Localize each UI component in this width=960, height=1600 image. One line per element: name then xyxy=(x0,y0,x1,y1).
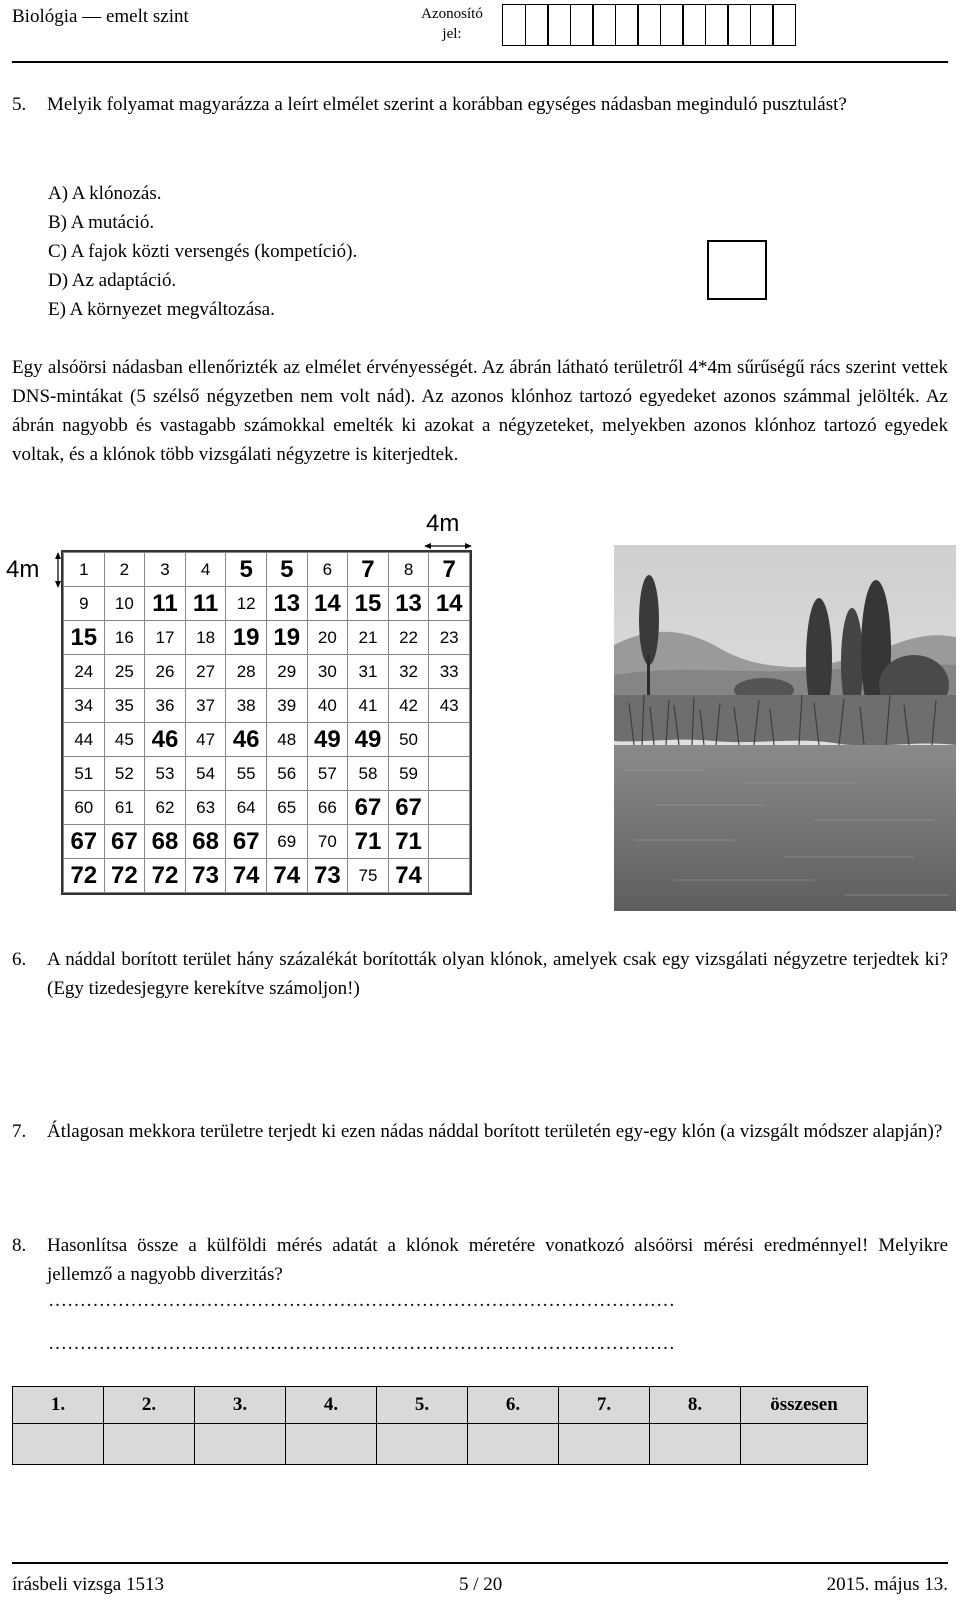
id-label-line2: jel: xyxy=(442,26,462,42)
grid-cell xyxy=(429,791,470,825)
grid-cell: 38 xyxy=(226,689,267,723)
footer-date: 2015. május 13. xyxy=(826,1574,948,1595)
option-d: D) Az adaptáció. xyxy=(48,270,177,291)
grid-cell: 10 xyxy=(104,587,145,621)
score-header-cell: 7. xyxy=(559,1387,650,1424)
grid-cell: 52 xyxy=(104,757,145,791)
clone-grid-figure xyxy=(0,510,470,910)
header-divider xyxy=(12,61,948,63)
grid-cell: 19 xyxy=(226,621,267,655)
grid-cell: 1 xyxy=(64,553,105,587)
question-5-number: 5. xyxy=(12,94,27,115)
score-entry-cell[interactable] xyxy=(741,1424,868,1465)
id-box[interactable] xyxy=(772,4,796,46)
question-5-answer-box[interactable] xyxy=(707,240,767,300)
grid-cell: 2 xyxy=(104,553,145,587)
id-boxes[interactable] xyxy=(502,4,795,46)
grid-cell: 59 xyxy=(388,757,429,791)
grid-cell xyxy=(429,825,470,859)
grid-cell: 39 xyxy=(266,689,307,723)
question-5 xyxy=(12,90,948,119)
grid-cell: 65 xyxy=(266,791,307,825)
grid-cell: 57 xyxy=(307,757,348,791)
grid-cell: 28 xyxy=(226,655,267,689)
id-box[interactable] xyxy=(615,4,639,46)
grid-cell: 60 xyxy=(64,791,105,825)
grid-cell: 74 xyxy=(388,859,429,893)
grid-row xyxy=(64,655,470,689)
grid-cell: 43 xyxy=(429,689,470,723)
grid-cell: 41 xyxy=(348,689,389,723)
grid-cell: 12 xyxy=(226,587,267,621)
id-box[interactable] xyxy=(592,4,616,46)
score-entry-cell[interactable] xyxy=(468,1424,559,1465)
id-box[interactable] xyxy=(547,4,571,46)
grid-cell xyxy=(429,859,470,893)
grid-cell: 9 xyxy=(64,587,105,621)
grid-cell xyxy=(429,723,470,757)
grid-cell: 63 xyxy=(185,791,226,825)
question-7-text: Átlagosan mekkora területre terjedt ki ezen nádas náddal borított területén egy-egy klón (a vizsgált módszer alapján)? xyxy=(47,1121,943,1142)
footer-divider xyxy=(12,1562,948,1564)
score-entry-row xyxy=(13,1424,868,1465)
grid-cell: 11 xyxy=(145,587,186,621)
grid-cell: 5 xyxy=(266,553,307,587)
grid-cell: 27 xyxy=(185,655,226,689)
grid-cell: 72 xyxy=(145,859,186,893)
intro-paragraph: Egy alsóörsi nádasban ellenőrizték az elmélet érvényességét. Az ábrán látható területről 4*4m sűrűségű rács szerint vettek DNS-mintákat (5 szélső négyzetben nem volt nád). Az azonos klónhoz tartozó egyedeket azonos számmal jelölték. Az ábrán nagyobb és vastagabb számokkal emelték ki azokat a négyzeteket, melyekben azonos klónhoz tartozó egyedek voltak, és a klónok több vizsgálati négyzetre is kiterjedtek. xyxy=(12,357,948,465)
id-label xyxy=(412,4,492,44)
clone-grid xyxy=(63,552,470,893)
option-a: A) A klónozás. xyxy=(48,183,162,204)
id-box[interactable] xyxy=(705,4,729,46)
question-8 xyxy=(12,1231,948,1289)
grid-cell: 70 xyxy=(307,825,348,859)
grid-cell: 14 xyxy=(307,587,348,621)
grid-cell: 15 xyxy=(64,621,105,655)
question-6-text: A náddal borított terület hány százalékát borították olyan klónok, amelyek csak egy vizsgálati négyzetre terjedtek ki? (Egy tizedesjegyre kerekítve számoljon!) xyxy=(47,949,948,999)
grid-cell: 11 xyxy=(185,587,226,621)
grid-cell: 68 xyxy=(145,825,186,859)
id-box[interactable] xyxy=(750,4,774,46)
grid-cell: 54 xyxy=(185,757,226,791)
id-label-line1: Azonosító xyxy=(421,6,483,22)
grid-cell: 33 xyxy=(429,655,470,689)
grid-cell: 55 xyxy=(226,757,267,791)
footer-page-number: 5 / 20 xyxy=(459,1574,503,1595)
grid-cell: 20 xyxy=(307,621,348,655)
id-box[interactable] xyxy=(502,4,526,46)
grid-cell: 13 xyxy=(266,587,307,621)
score-table xyxy=(12,1386,868,1465)
grid-cell: 47 xyxy=(185,723,226,757)
grid-cell: 24 xyxy=(64,655,105,689)
grid-cell: 15 xyxy=(348,587,389,621)
score-header-cell: 3. xyxy=(195,1387,286,1424)
grid-cell: 26 xyxy=(145,655,186,689)
grid-cell: 32 xyxy=(388,655,429,689)
grid-cell: 46 xyxy=(145,723,186,757)
grid-cell: 68 xyxy=(185,825,226,859)
grid-cell: 67 xyxy=(104,825,145,859)
grid-cell: 53 xyxy=(145,757,186,791)
grid-cell: 8 xyxy=(388,553,429,587)
id-box[interactable] xyxy=(637,4,661,46)
grid-cell xyxy=(429,757,470,791)
question-6-number: 6. xyxy=(12,949,27,970)
grid-cell: 5 xyxy=(226,553,267,587)
grid-cell: 74 xyxy=(266,859,307,893)
grid-cell: 17 xyxy=(145,621,186,655)
question-5-text: Melyik folyamat magyarázza a leírt elmélet szerint a korábban egységes nádasban meginduló pusztulást? xyxy=(47,94,847,115)
page-header-title: Biológia — emelt szint xyxy=(12,6,189,27)
grid-cell: 56 xyxy=(266,757,307,791)
grid-cell: 74 xyxy=(226,859,267,893)
grid-cell: 46 xyxy=(226,723,267,757)
grid-cell: 22 xyxy=(388,621,429,655)
grid-cell: 40 xyxy=(307,689,348,723)
grid-row xyxy=(64,689,470,723)
score-header-cell: 8. xyxy=(650,1387,741,1424)
option-e: E) A környezet megváltozása. xyxy=(48,299,275,320)
score-header-row xyxy=(13,1387,868,1424)
double-arrow-horizontal-icon xyxy=(424,540,472,552)
score-entry-cell[interactable] xyxy=(195,1424,286,1465)
grid-row xyxy=(64,621,470,655)
grid-cell: 6 xyxy=(307,553,348,587)
grid-cell: 72 xyxy=(104,859,145,893)
grid-cell: 16 xyxy=(104,621,145,655)
footer-exam-code: írásbeli vizsga 1513 xyxy=(12,1574,164,1595)
id-box[interactable] xyxy=(525,4,549,46)
reed-bed-photo xyxy=(614,545,956,911)
grid-cell: 36 xyxy=(145,689,186,723)
grid-cell: 73 xyxy=(185,859,226,893)
grid-cell: 37 xyxy=(185,689,226,723)
grid-cell: 35 xyxy=(104,689,145,723)
id-box[interactable] xyxy=(682,4,706,46)
grid-row xyxy=(64,587,470,621)
grid-cell: 49 xyxy=(307,723,348,757)
grid-cell: 14 xyxy=(429,587,470,621)
grid-cell: 34 xyxy=(64,689,105,723)
grid-row xyxy=(64,723,470,757)
grid-cell: 66 xyxy=(307,791,348,825)
grid-cell: 23 xyxy=(429,621,470,655)
grid-cell: 18 xyxy=(185,621,226,655)
grid-cell: 31 xyxy=(348,655,389,689)
grid-cell: 69 xyxy=(266,825,307,859)
grid-row xyxy=(64,553,470,587)
question-7 xyxy=(12,1117,948,1146)
grid-cell: 62 xyxy=(145,791,186,825)
score-header-cell: 4. xyxy=(286,1387,377,1424)
grid-cell: 45 xyxy=(104,723,145,757)
score-entry-cell[interactable] xyxy=(13,1424,104,1465)
grid-cell: 13 xyxy=(388,587,429,621)
grid-cell: 42 xyxy=(388,689,429,723)
score-header-cell: 5. xyxy=(377,1387,468,1424)
answer-line-1[interactable]: ……………………………………………………………………………………… xyxy=(48,1290,675,1311)
grid-cell: 30 xyxy=(307,655,348,689)
score-entry-cell[interactable] xyxy=(104,1424,195,1465)
grid-cell: 67 xyxy=(388,791,429,825)
grid-cell: 67 xyxy=(64,825,105,859)
score-header-cell: 6. xyxy=(468,1387,559,1424)
option-b: B) A mutáció. xyxy=(48,212,155,233)
grid-cell: 67 xyxy=(348,791,389,825)
grid-cell: 64 xyxy=(226,791,267,825)
grid-cell: 19 xyxy=(266,621,307,655)
question-8-number: 8. xyxy=(12,1235,27,1256)
grid-cell: 73 xyxy=(307,859,348,893)
grid-cell: 49 xyxy=(348,723,389,757)
grid-label-top: 4m xyxy=(426,510,460,537)
id-box[interactable] xyxy=(727,4,751,46)
score-header-cell: 1. xyxy=(13,1387,104,1424)
grid-cell: 7 xyxy=(429,553,470,587)
grid-cell: 48 xyxy=(266,723,307,757)
score-entry-cell[interactable] xyxy=(559,1424,650,1465)
grid-cell: 71 xyxy=(388,825,429,859)
grid-cell: 72 xyxy=(64,859,105,893)
grid-cell: 29 xyxy=(266,655,307,689)
grid-cell: 21 xyxy=(348,621,389,655)
grid-cell: 61 xyxy=(104,791,145,825)
question-6 xyxy=(12,945,948,1003)
grid-cell: 75 xyxy=(348,859,389,893)
grid-cell: 4 xyxy=(185,553,226,587)
question-7-number: 7. xyxy=(12,1121,27,1142)
grid-row xyxy=(64,859,470,893)
grid-row xyxy=(64,757,470,791)
score-entry-cell[interactable] xyxy=(377,1424,468,1465)
score-entry-cell[interactable] xyxy=(650,1424,741,1465)
grid-label-left: 4m xyxy=(6,556,40,583)
grid-cell: 7 xyxy=(348,553,389,587)
question-5-options xyxy=(48,179,357,324)
grid-row xyxy=(64,791,470,825)
question-8-text: Hasonlítsa össze a külföldi mérés adatát a klónok méretére vonatkozó alsóörsi mérési eredménnyel! Melyikre jellemző a nagyobb diverzitás? xyxy=(47,1235,948,1285)
id-box[interactable] xyxy=(660,4,684,46)
grid-cell: 71 xyxy=(348,825,389,859)
score-header-cell: összesen xyxy=(741,1387,868,1424)
grid-cell: 44 xyxy=(64,723,105,757)
grid-cell: 25 xyxy=(104,655,145,689)
score-entry-cell[interactable] xyxy=(286,1424,377,1465)
grid-cell: 3 xyxy=(145,553,186,587)
score-header-cell: 2. xyxy=(104,1387,195,1424)
grid-cell: 58 xyxy=(348,757,389,791)
grid-cell: 51 xyxy=(64,757,105,791)
id-box[interactable] xyxy=(570,4,594,46)
grid-row xyxy=(64,825,470,859)
grid-cell: 67 xyxy=(226,825,267,859)
answer-line-2[interactable]: ……………………………………………………………………………………… xyxy=(48,1333,675,1354)
option-c: C) A fajok közti versengés (kompetíció). xyxy=(48,241,358,262)
grid-cell: 50 xyxy=(388,723,429,757)
